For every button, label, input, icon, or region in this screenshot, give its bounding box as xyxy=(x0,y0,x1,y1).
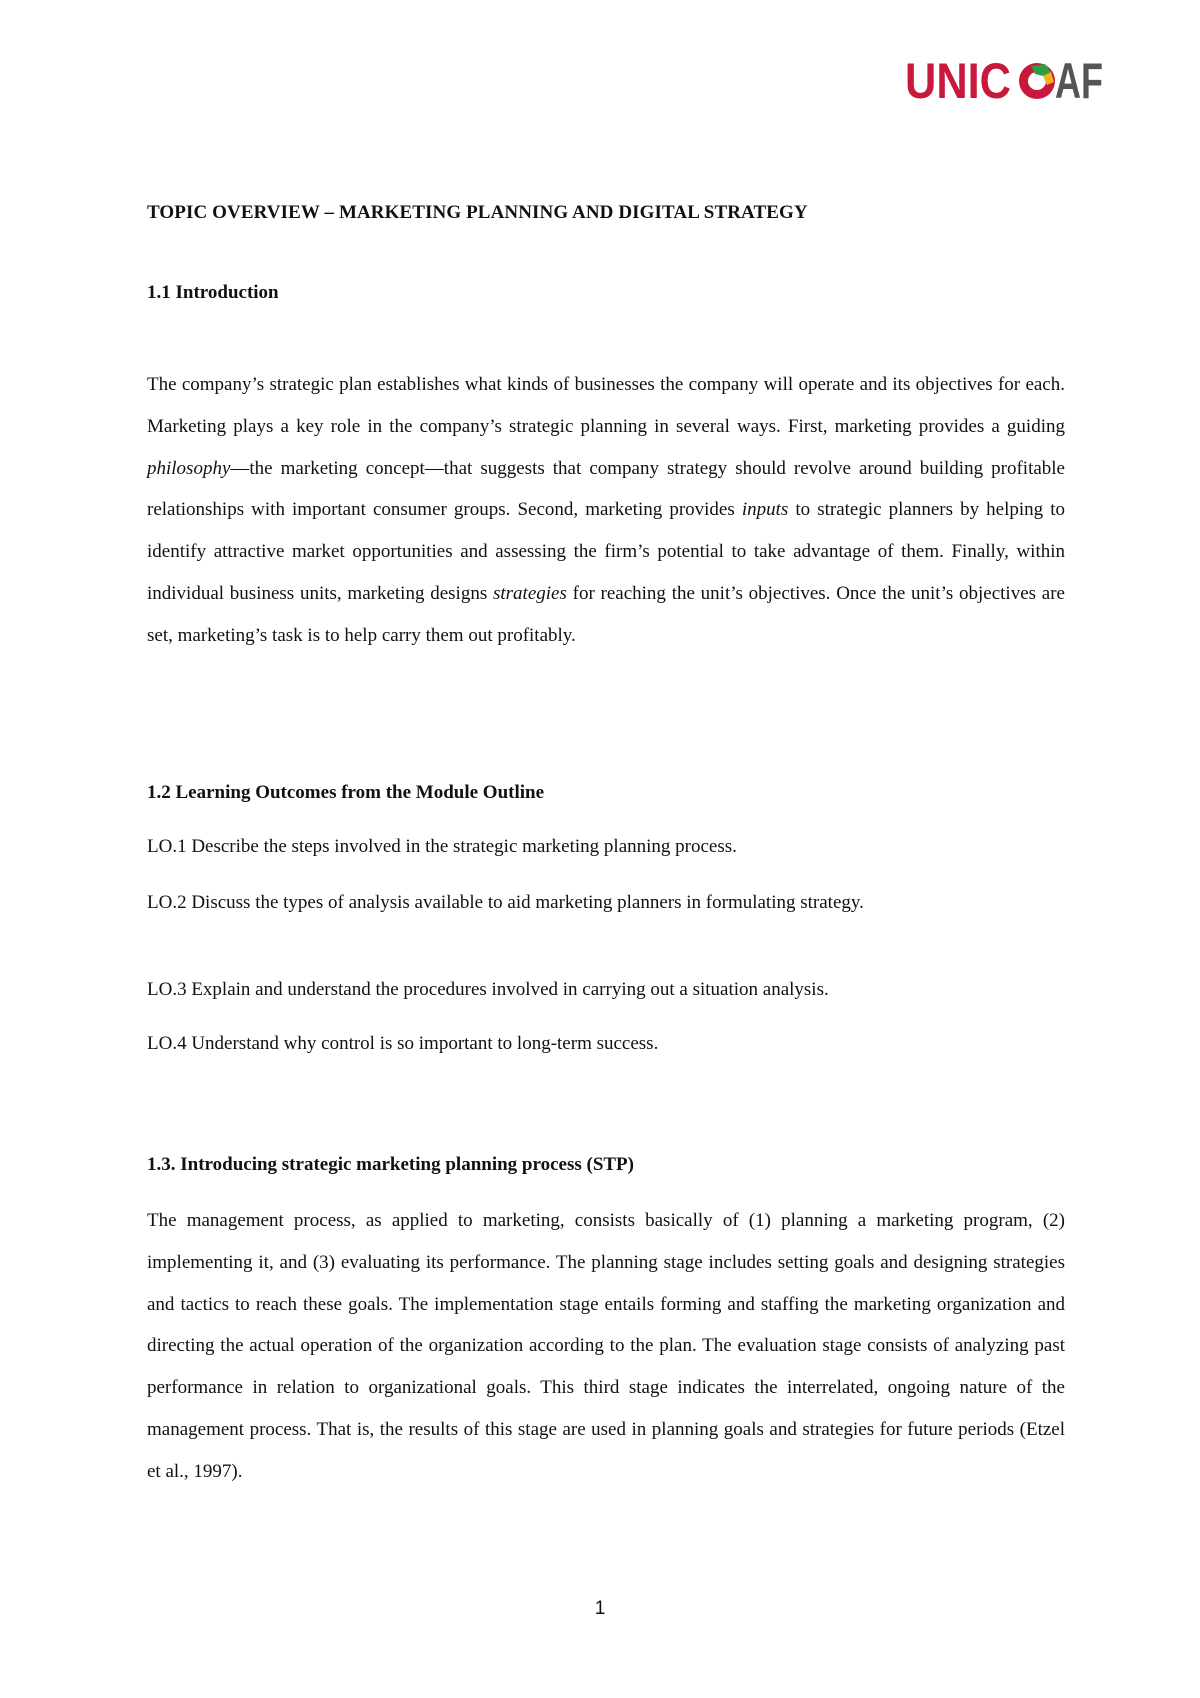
svg-text:UNIC: UNIC xyxy=(905,53,1011,109)
unicaf-logo xyxy=(905,52,1105,114)
svg-text:AF: AF xyxy=(1055,53,1103,109)
unicaf-logo-graphic xyxy=(905,52,1105,114)
intro-text-3: to strategic planners by helping to identify attractive market opportunities and assessing the firm’s potential to take advantage of them. Finally, within individual business units, marketing designs xyxy=(147,499,1065,604)
intro-emphasis-strategies: strategies xyxy=(492,582,567,604)
learning-outcome-4: LO.4 Understand why control is so important to long-term success. xyxy=(147,1033,659,1054)
section-heading-stp: 1.3. Introducing strategic marketing planning process (STP) xyxy=(147,1154,634,1175)
learning-outcome-1: LO.1 Describe the steps involved in the strategic marketing planning process. xyxy=(147,836,737,857)
intro-emphasis-philosophy: philosophy xyxy=(147,457,231,479)
introduction-paragraph xyxy=(147,364,1065,657)
intro-text-2: —the marketing concept—that suggests that company strategy should revolve around building profitable relationships with important consumer groups. Second, marketing provides xyxy=(147,457,1065,521)
page-number: 1 xyxy=(594,1598,606,1619)
learning-outcome-2: LO.2 Discuss the types of analysis available to aid marketing planners in formulating strategy. xyxy=(147,892,864,913)
intro-text-1: The company’s strategic plan establishes what kinds of businesses the company will operate and its objectives for each. Marketing plays a key role in the company’s strategic planning in several ways. First, marketing provides a guiding xyxy=(147,374,1065,437)
intro-emphasis-inputs: inputs xyxy=(741,499,789,521)
page-title: TOPIC OVERVIEW – MARKETING PLANNING AND DIGITAL STRATEGY xyxy=(147,202,808,223)
intro-text-4: for reaching the unit’s objectives. Once the unit’s objectives are set, marketing’s task is to help carry them out profitably. xyxy=(147,582,1065,646)
section-heading-learning-outcomes: 1.2 Learning Outcomes from the Module Outline xyxy=(147,782,545,803)
section-heading-introduction: 1.1 Introduction xyxy=(147,282,279,303)
learning-outcome-3: LO.3 Explain and understand the procedures involved in carrying out a situation analysis. xyxy=(147,979,829,1000)
stp-paragraph: The management process, as applied to marketing, consists basically of (1) planning a marketing program, (2) implementing it, and (3) evaluating its performance. The planning stage includes setting goals and designing strategies and tactics to reach these goals. The implementation stage entails forming and staffing the marketing organization and directing the actual operation of the organization according to the plan. The evaluation stage consists of analyzing past performance in relation to organizational goals. This third stage indicates the interrelated, ongoing nature of the management process. That is, the results of this stage are used in planning goals and strategies for future periods (Etzel et al., 1997). xyxy=(147,1210,1065,1482)
